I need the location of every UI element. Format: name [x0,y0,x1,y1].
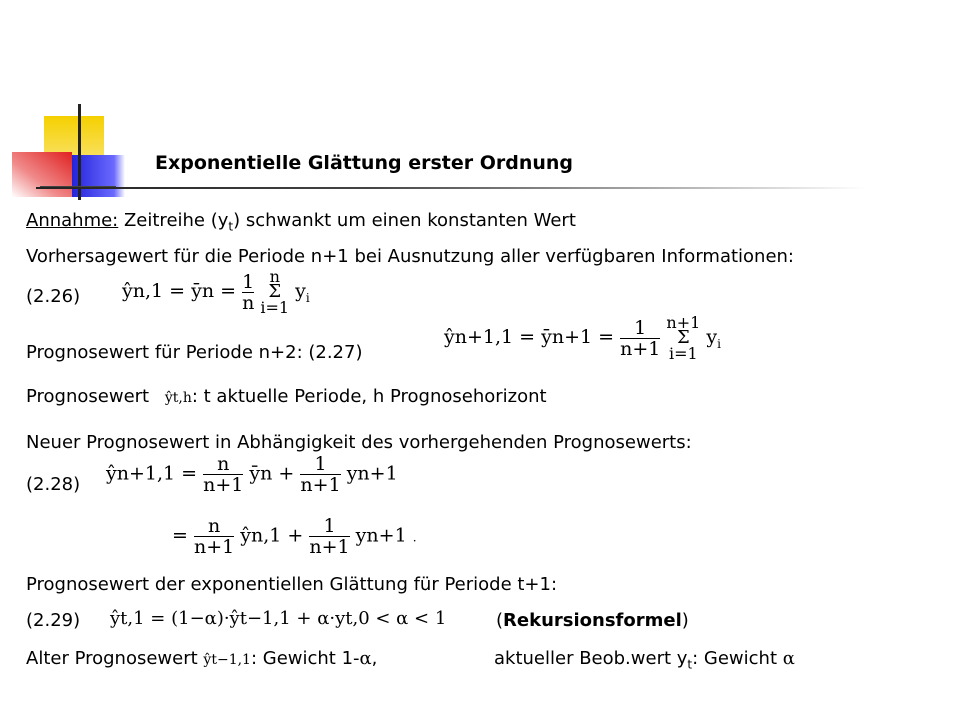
f228b-num1: n [207,515,221,537]
f226-lhs: ŷn,1 = ȳn = [122,280,237,302]
decorative-corner-graphic [0,100,140,200]
f228b-frac2 [309,516,349,557]
f227-sum-bot: i=1 [668,344,698,363]
f227-sum [666,313,701,363]
title-divider [36,187,866,189]
eq226-label: (2.26) [26,286,81,307]
alpha-symbol: α [359,648,372,669]
f228b-tail: yn+1 [355,524,407,547]
prognosewert-rest: : t aktuelle Periode, h Prognosehorizont [191,386,547,407]
aktueller-b: : Gewicht [692,648,783,669]
formula-226 [122,267,310,317]
f228b-den2: n+1 [309,536,350,558]
f227-sum-top: n+1 [666,313,701,332]
f226-num: 1 [242,270,255,293]
f228b-frac1 [194,516,234,557]
f228b-dot: . [412,530,417,545]
alpha-symbol: α [782,648,795,669]
rekursion-bold: Rekursionsformel [503,610,682,631]
alter-a: Alter Prognosewert [26,648,198,669]
f226-sum-top: n [269,267,280,286]
f227-lhs: ŷn+1,1 = ȳn+1 = [444,326,615,348]
formula-228b [172,516,417,557]
formula-229: ŷt,1 = (1−α)·ŷt−1,1 + α·yt,0 < α < 1 [110,608,447,629]
f228a-frac1 [203,454,243,495]
f227-num: 1 [634,316,647,339]
rekursion-line [496,610,689,632]
prognosewert-line [26,386,547,409]
f226-frac [242,272,254,313]
annahme-text-b: ) schwankt um einen konstanten Wert [233,210,576,231]
f228a-num1: n [217,453,230,475]
f228a-mid: ȳn + [249,462,295,485]
aktueller-line [494,648,795,676]
eq229-label: (2.29) [26,610,81,631]
f226-sum [260,267,290,317]
f228b-num2: 1 [323,515,336,537]
neuer-line: Neuer Prognosewert in Abhängigkeit des vorhergehenden Prognosewerts: [26,432,692,453]
f228a-tail: yn+1 [346,462,398,485]
yt11-symbol: ŷt−1,1 [203,652,251,668]
f226-term: y [295,280,306,302]
f226-den: n [242,291,255,314]
prognose-n2-line: Prognosewert für Periode n+2: (2.27) [26,342,363,363]
alter-comma: , [371,648,378,669]
sigma-icon: Σ [676,327,690,348]
f226-term-sub: i [305,290,310,305]
eq228-label: (2.28) [26,474,81,495]
f227-frac [620,318,660,359]
alter-line [26,648,377,671]
rekursion-close: ) [681,610,689,631]
f228a-lhs: ŷn+1,1 = [106,462,198,485]
f228a-num2: 1 [314,453,327,475]
f228a-den1: n+1 [203,474,244,496]
f226-sum-bot: i=1 [260,298,290,317]
red-square [12,152,72,197]
aktueller-sub: t [687,657,693,672]
f228b-lhs: = [172,524,188,547]
aktueller-a: aktueller Beob.wert y [494,648,688,669]
yth-symbol: ŷt,h [164,390,192,406]
sigma-icon: Σ [268,281,282,302]
f227-term-sub: i [717,336,721,351]
f228b-mid: ŷn,1 + [240,524,304,547]
annahme-line [26,210,576,238]
vorhersage-line: Vorhersagewert für die Periode n+1 bei Ausnutzung aller verfügbaren Informationen: [26,246,794,267]
f228a-den2: n+1 [300,474,341,496]
annahme-label: Annahme: [26,210,119,231]
formula-227 [444,313,721,363]
prognose-exp-line: Prognosewert der exponentiellen Glättung für Periode t+1: [26,574,558,595]
annahme-text-a: Zeitreihe (y [118,210,229,231]
slide-title: Exponentielle Glättung erster Ordnung [155,152,574,174]
f227-den: n+1 [620,337,661,360]
rekursion-open: ( [496,610,504,631]
alter-b: : Gewicht 1- [250,648,360,669]
prognosewert-label: Prognosewert [26,386,150,407]
f227-term: y [706,326,718,348]
f228b-den1: n+1 [193,536,235,558]
formula-228a [106,454,398,495]
f228a-frac2 [300,454,340,495]
annahme-sub: t [228,219,234,234]
